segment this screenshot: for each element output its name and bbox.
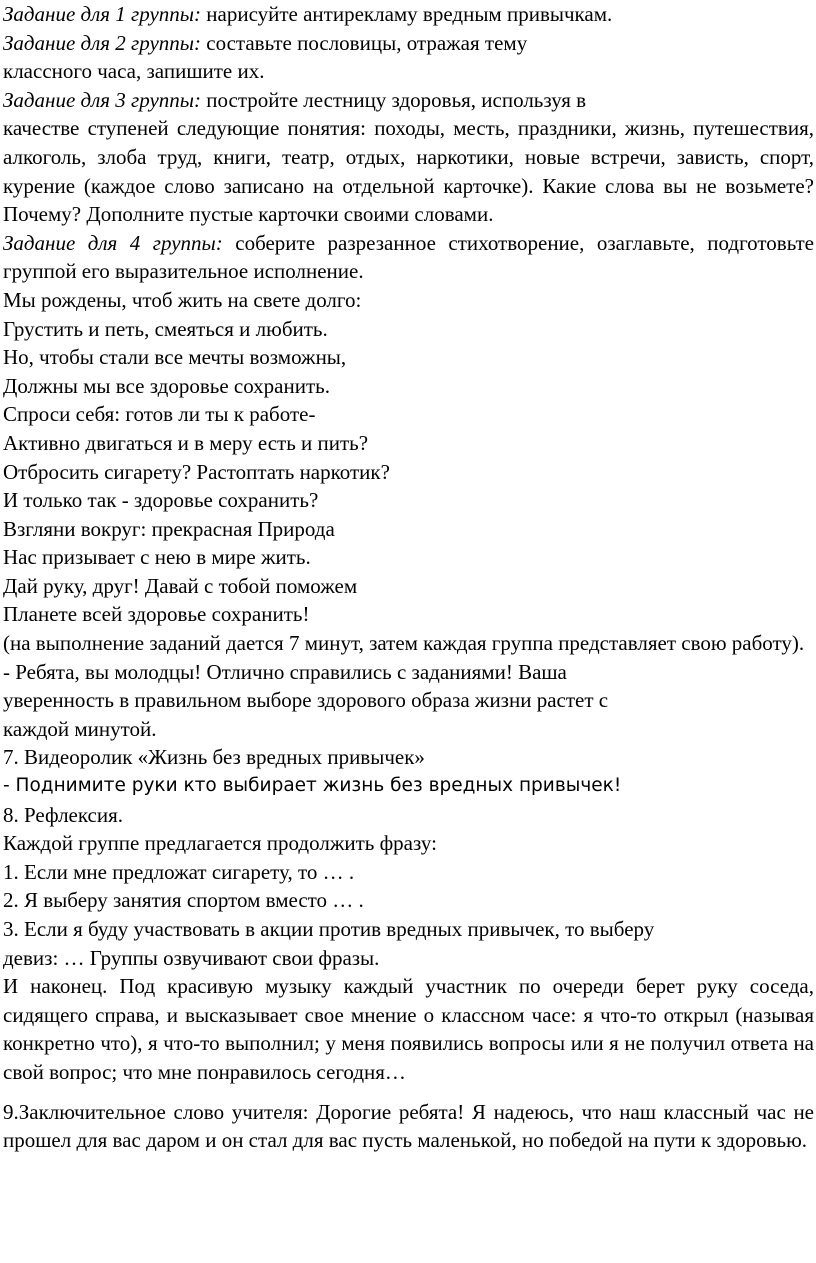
poem-line: Планете всей здоровье сохранить! bbox=[3, 602, 310, 627]
poem-line: Спроси себя: готов ли ты к работе- bbox=[3, 402, 316, 427]
task-4-label: Задание для 4 группы: bbox=[3, 230, 223, 255]
poem-line: Должны мы все здоровье сохранить. bbox=[3, 373, 330, 398]
task-1-label: Задание для 1 группы: bbox=[3, 2, 202, 26]
task-3-rest: качестве ступеней следующие понятия: походы, месть, праздники, жизнь, путешествия, алкоголь, злоба труд, книги, театр, отдых, наркотики, новые встречи, зависть, спорт, курение (каждое слово записано на отдельной карточке). Какие слова вы не возьмете? Почему? Дополните пустые карточки своими словами. bbox=[3, 116, 814, 227]
praise-line-1: - Ребята, вы молодцы! Отлично справились с заданиями! Ваша bbox=[3, 659, 567, 684]
task-2 bbox=[3, 29, 814, 58]
paragraph-gap bbox=[3, 1087, 814, 1098]
task-2-label: Задание для 2 группы: bbox=[3, 30, 202, 55]
task-1 bbox=[3, 0, 814, 29]
praise-line-2: уверенность в правильном выборе здорового образа жизни растет с bbox=[3, 688, 609, 713]
video-item: 7. Видеоролик «Жизнь без вредных привычек» bbox=[3, 745, 425, 770]
task-4 bbox=[3, 229, 814, 286]
poem-line: Грустить и петь, смеяться и любить. bbox=[3, 316, 328, 341]
reflection-item-2: 2. Я выберу занятия спортом вместо … . bbox=[3, 888, 364, 913]
poem-line: Мы рождены, чтоб жить на свете долго: bbox=[3, 287, 362, 312]
hands-up-line: - Поднимите руки кто выбирает жизнь без вредных привычек! bbox=[3, 775, 622, 797]
closing-paragraph: 9.Заключительное слово учителя: Дорогие ребята! Я надеюсь, что наш классный час не прошел для вас даром и он стал для вас пусть маленькой, но победой на пути к здоровью. bbox=[3, 1099, 814, 1153]
reflection-item-1: 1. Если мне предложат сигарету, то … . bbox=[3, 859, 355, 884]
task-3-text: постройте лестницу здоровья, используя в bbox=[201, 87, 587, 112]
poem-line: Отбросить сигарету? Растоптать наркотик? bbox=[3, 459, 390, 484]
reflection-item-3: 3. Если я буду участвовать в акции против вредных привычек, то выберу bbox=[3, 917, 655, 941]
task-1-text: нарисуйте антирекламу вредным привычкам. bbox=[201, 2, 613, 26]
poem-line: Дай руку, друг! Давай с тобой поможем bbox=[3, 573, 358, 598]
poem-line: Взгляни вокруг: прекрасная Природа bbox=[3, 516, 335, 541]
reflection-item-3-line2: девиз: … Группы озвучивают свои фразы. bbox=[3, 945, 380, 970]
poem-line: Нас призывает с нею в мире жить. bbox=[3, 545, 311, 570]
task-3-label: Задание для 3 группы: bbox=[3, 87, 202, 112]
reflection-heading: 8. Рефлексия. bbox=[3, 802, 124, 827]
poem bbox=[3, 286, 814, 629]
finally-paragraph: И наконец. Под красивую музыку каждый участник по очереди берет руку соседа, сидящего справа, и высказывает свое мнение о классном часе: я что-то открыл (называя конкретно что), я что-то выполнил; у меня появились вопросы или я не получил ответа на свой вопрос; что мне понравилось сегодня… bbox=[3, 974, 814, 1084]
task-2-line2: классного часа, запишите их. bbox=[3, 59, 265, 84]
poem-line: Но, чтобы стали все мечты возможны, bbox=[3, 345, 347, 370]
task-2-text: составьте пословицы, отражая тему bbox=[201, 30, 528, 55]
praise-line-3: каждой минутой. bbox=[3, 716, 157, 741]
poem-line: Активно двигаться и в меру есть и пить? bbox=[3, 430, 369, 455]
poem-line: И только так - здоровье сохранить? bbox=[3, 488, 319, 513]
task-4-text: соберите разрезанное стихотворение, озаглавьте, подготовьте группой его выразительное исполнение. bbox=[3, 230, 814, 284]
time-note: (на выполнение заданий дается 7 минут, затем каждая группа представляет свою работу). bbox=[3, 631, 805, 656]
reflection-intro: Каждой группе предлагается продолжить фразу: bbox=[3, 831, 437, 856]
task-3 bbox=[3, 86, 814, 115]
